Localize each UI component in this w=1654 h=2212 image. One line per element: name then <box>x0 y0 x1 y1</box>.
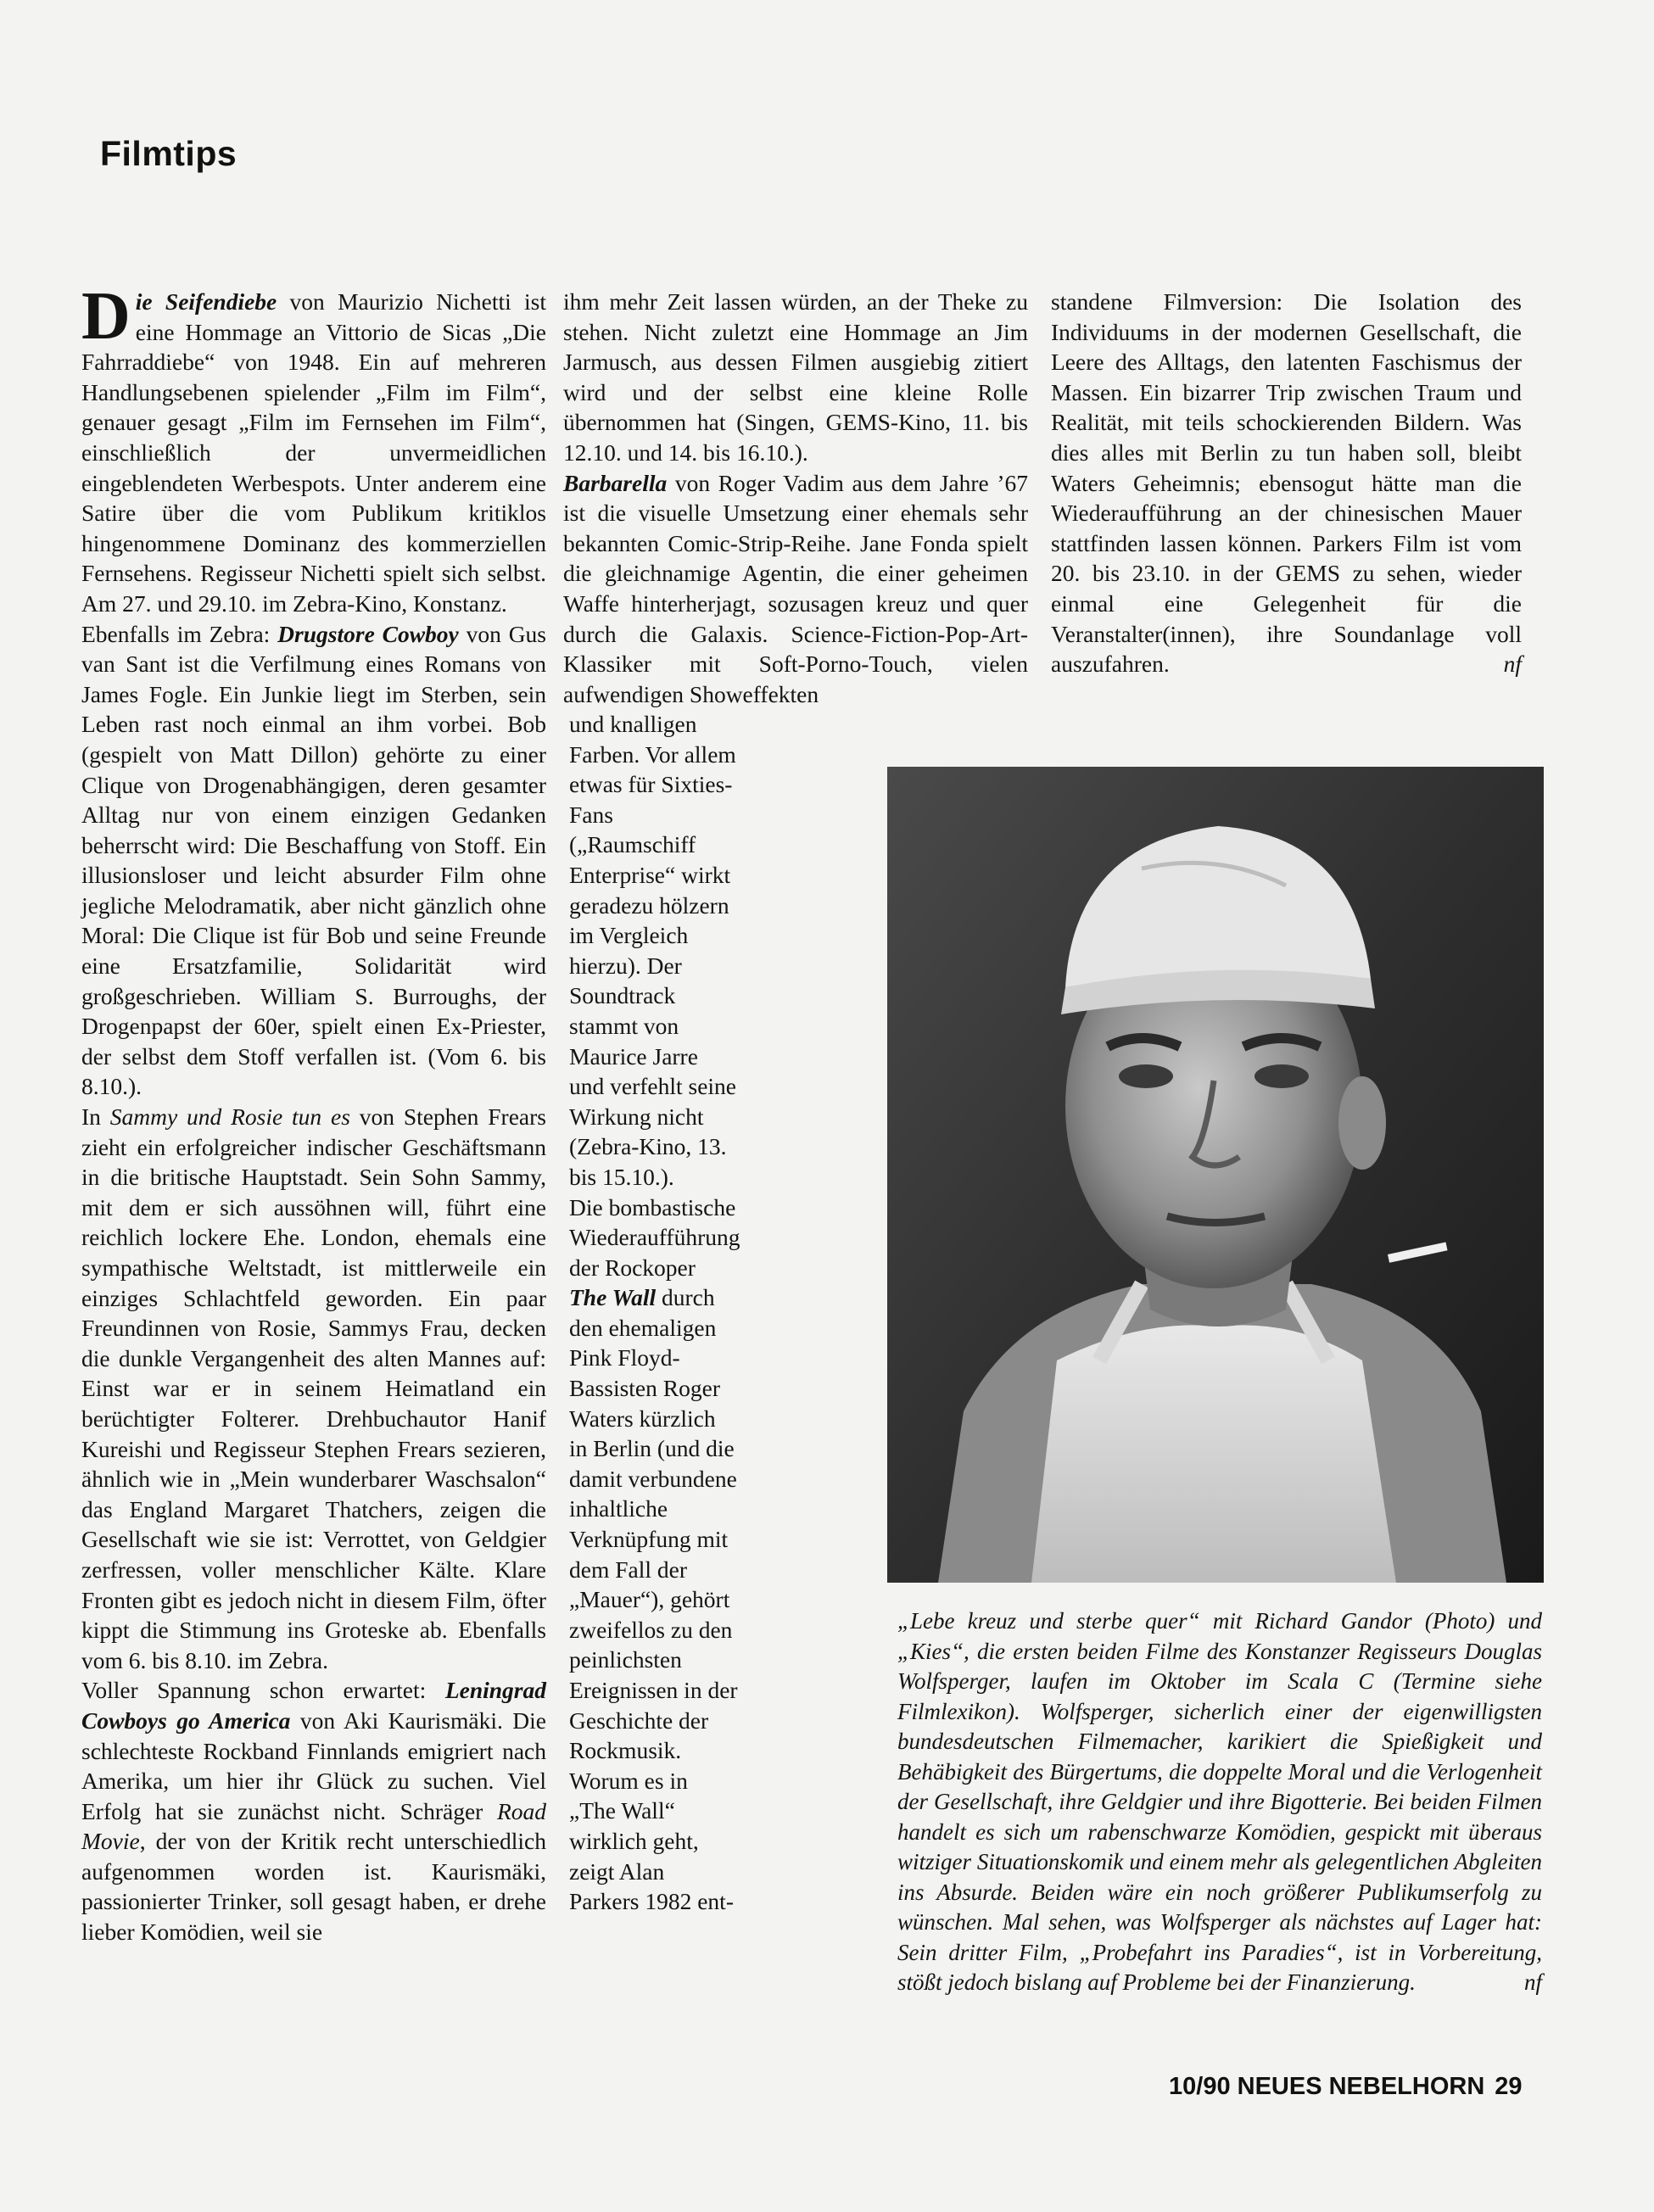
film-title: Leningrad Cowboys go America <box>81 1677 546 1734</box>
paragraph-text: In <box>81 1103 110 1131</box>
paragraph-text: von Aki Kaurismäki. Die schlechteste Rockband Finnlands emigriert nach Amerika, um hier ihr Glück zu suchen. Viel Erfolg hat sie zunächst nicht. Schräger <box>81 1706 546 1824</box>
genre-term: Road Movie <box>81 1797 546 1855</box>
article-column-2-narrow <box>569 709 739 1917</box>
paragraph-continuation: und knalligen Farben. Vor allem etwas für Sixties-Fans („Raumschiff Enterprise“ wirkt geradezu hölzern im Vergleich hierzu). Der Soundtrack stammt von Maurice Jarre und verfehlt seine Wirkung nicht (Zebra-Kino, 13. bis 15.10.). <box>569 711 737 1190</box>
review-barbarella <box>563 468 1028 710</box>
review-seifendiebe <box>81 279 546 619</box>
caption-signature: nf <box>1523 1969 1542 1995</box>
paragraph-text: von Roger Vadim aus dem Jahre ’67 ist die visuelle Umsetzung einer ehemals sehr bekannten Comic-Strip-Reihe. Jane Fonda spielt die gleichnamige Agentin, die einer geheimen Waffe hinterherjagt, sozusagen kreuz und quer durch die Galaxis. Science-Fiction-Pop-Art-Klassiker mit Soft-Porno-Touch, vielen aufwendigen Showeffekten <box>563 469 1028 707</box>
paragraph-text: von Stephen Frears zieht ein erfolgreicher indischer Geschäftsmann in die britische Hauptstadt. Sein Sohn Sammy, mit dem er sich aussöhnen will, führt eine reichlich lockere Ehe. London, ehemals eine sympathische Weltstadt, ist mittlerweile ein einziges Schlachtfeld geworden. Ein paar Freundinnen von Rosie, Sammys Frau, decken die dunkle Vergangenheit des alten Mannes auf: Einst war er in seinem Heimatland ein berüchtigter Folterer. Drehbuchautor Hanif Kureishi und Regisseur Stephen Frears sezieren, ähnlich wie in „Mein wunderbarer Waschsalon“ das England Margaret Thatchers, zeigen die Gesellschaft wie sie ist: Verrottet, von Geldgier zerfressen, voller menschlicher Kälte. Klare Fronten gibt es jedoch nicht in diesem Film, öfter kippt die Stimmung ins Groteske ab. Ebenfalls vom 6. bis 8.10. im Zebra. <box>81 1103 546 1673</box>
paragraph-text: Die bombastische Wiederaufführung der Rockoper <box>569 1193 740 1281</box>
paragraph-continuation: ihm mehr Zeit lassen würden, an der Theke zu stehen. Nicht zuletzt eine Hommage an Jim Jarmusch, aus dessen Filmen ausgiebig zitiert wird und der selbst eine kleine Rolle übernommen hat (Singen, GEMS-Kino, 11. bis 12.10. und 14. bis 16.10.). <box>563 288 1028 466</box>
paragraph-text: von Maurizio Nichetti ist eine Hommage an Vittorio de Sicas „Die Fahrraddiebe“ von 1948. Ein auf mehreren Handlungsebenen spielender „Film im Film“, genauer gesagt „Film im Fernsehen im Film“, einschließlich der unvermeidlichen eingeblendeten Werbespots. Unter anderem eine Satire über die vom Publikum kritiklos hingenommene Dominanz des kommerziellen Fernsehens. Regisseur Nichetti spielt sich selbst. Am 27. und 29.10. im Zebra-Kino, Konstanz. <box>81 288 546 617</box>
issue-label: 10/90 NEUES NEBELHORN <box>1169 2073 1485 2100</box>
film-title: ie Seifendiebe <box>135 288 277 315</box>
caption-text: „Lebe kreuz und sterbe quer“ mit Richard Gandor (Photo) und „Kies“, die ersten beiden Filme des Konstanzer Regisseurs Douglas Wolfsperger, laufen im Oktober im Scala C (Termine siehe Filmlexikon). Wolfsperger, sicherlich einer der eigenwilligsten bundesdeutschen Filmemacher, karikiert die Spießigkeit und Behäbigkeit des Bürgertums, die doppelte Moral und die Verlogenheit der Gesellschaft, ihre Geldgier und ihre Bigotterie. Bei beiden Filmen handelt es sich um rabenschwarze Komödien, gespickt mit überaus witziger Situationskomik und einem mehr als gelegentlichen Abgleiten ins Absurde. Beiden wäre ein noch größerer Publikumserfolg zu wünschen. Mal sehen, was Wolfsperger als nächstes auf Lager hat: Sein dritter Film, „Probefahrt ins Paradies“, ist in Vorbereitung, stößt jedoch bislang auf Probleme bei der Finanzierung. <box>897 1608 1542 1995</box>
drop-cap: D <box>81 279 131 354</box>
film-title: Barbarella <box>563 469 668 496</box>
paragraph-text: Ebenfalls im Zebra: <box>81 620 278 647</box>
article-column-1 <box>81 279 547 1947</box>
film-title: Sammy und Rosie tun es <box>109 1103 350 1131</box>
paragraph-text: , der von der Kritik recht unterschiedlich aufgenommen worden ist. Kaurismäki, passionierter Trinker, soll gesagt haben, er drehe lieber Komödien, weil sie <box>81 1828 546 1946</box>
page-number: 29 <box>1495 2073 1523 2100</box>
review-sammy-und-rosie <box>81 1102 546 1675</box>
article-column-3 <box>1051 287 1522 679</box>
film-title: The Wall <box>569 1284 657 1311</box>
paragraph-text: Voller Spannung schon erwartet: <box>81 1677 445 1704</box>
review-leningrad-cowboys <box>81 1675 546 1947</box>
article-column-2 <box>563 287 1028 709</box>
portrait-illustration <box>887 767 1544 1583</box>
author-signature: nf <box>1503 651 1522 678</box>
paragraph-text: von Gus van Sant ist die Verfilmung eines Romans von James Fogle. Ein Junkie liegt im Sterben, sein Leben rast noch einmal an ihm vorbei. Bob (gespielt von Matt Dillon) gehörte zu einer Clique von Drogenabhängigen, deren gesamter Alltag nur von einem einzigen Gedanken beherrscht wird: Die Beschaffung von Stoff. Ein illusionsloser und leicht absurder Film ohne jegliche Melodramatik, aber nicht gänzlich ohne Moral: Die Clique ist für Bob und seine Freunde eine Ersatzfamilie, Solidarität wird großgeschrieben. William S. Burroughs, der Drogenpapst der 60er, spielt einen Ex-Priester, der selbst dem Stoff verfallen ist. (Vom 6. bis 8.10.). <box>81 620 547 1100</box>
photo-caption <box>897 1606 1542 1998</box>
photo-richard-gandor <box>887 767 1544 1583</box>
page-heading: Filmtips <box>100 134 237 173</box>
page-footer <box>1169 2073 1523 2101</box>
film-title: Drugstore Cowboy <box>277 620 459 647</box>
paragraph-continuation <box>1051 287 1522 679</box>
paragraph-text: standene Filmversion: Die Isolation des Individuums in der modernen Gesellschaft, die Leere des Alltags, den latenten Faschismus der Massen. Ein bizarrer Trip zwischen Traum und Realität, mit teils schockierenden Bildern. Was dies alles mit Berlin zu tun haben soll, bleibt Waters Geheimnis; ebensogut hätte man die Wiederaufführung an der chinesischen Mauer stattfinden lassen können. Parkers Film ist vom 20. bis 23.10. in der GEMS zu sehen, wieder einmal eine Gelegenheit für die Veranstalter(innen), ihre Soundanlage voll auszufahren. <box>1051 288 1522 678</box>
review-drugstore-cowboy <box>81 619 546 1103</box>
review-the-wall <box>569 1193 739 1917</box>
paragraph-text: durch den ehemaligen Pink Floyd-Bassisten Roger Waters kürzlich in Berlin (und die damit verbundene inhaltliche Verknüpfung mit dem Fall der „Mauer“), gehört zweifellos zu den peinlichsten Ereignissen in der Geschichte der Rockmusik. Worum es in „The Wall“ wirklich geht, zeigt Alan Parkers 1982 ent- <box>569 1284 738 1915</box>
